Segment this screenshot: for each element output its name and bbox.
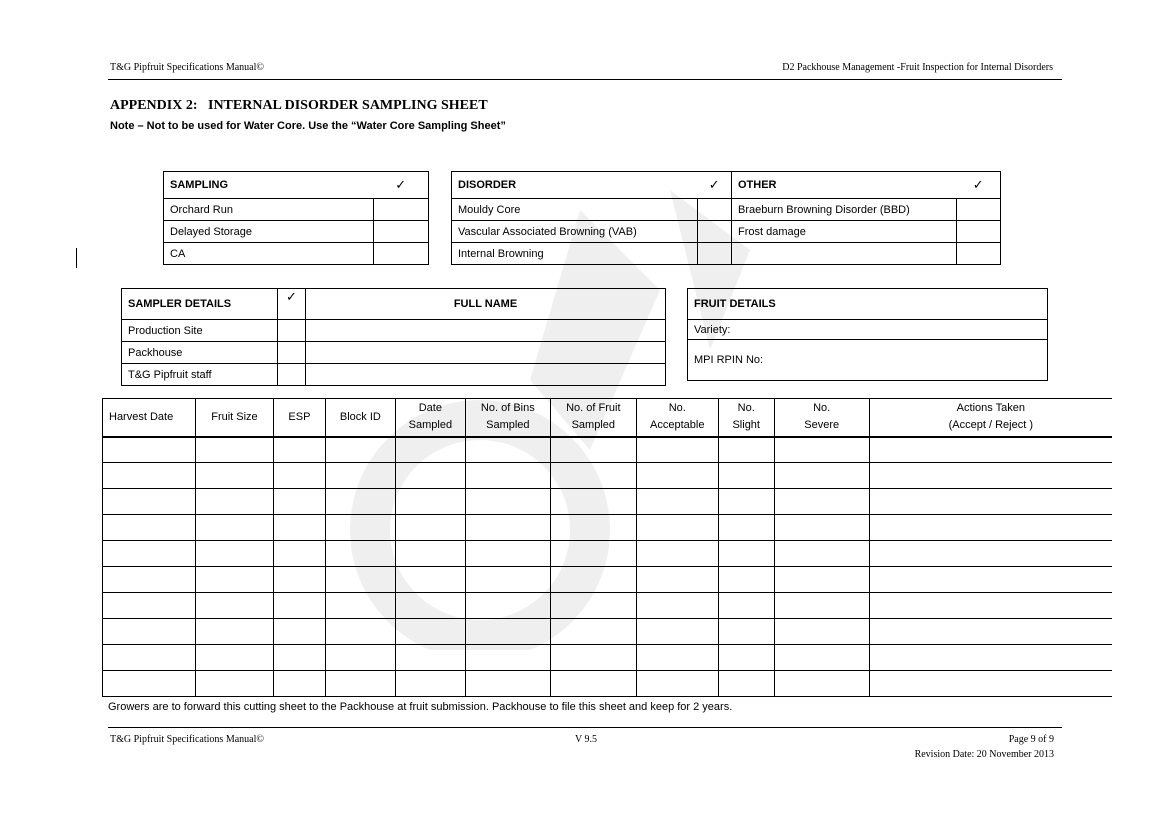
table-cell[interactable] — [869, 463, 1112, 489]
table-cell[interactable] — [774, 671, 869, 697]
column-header-line: No. — [737, 402, 755, 415]
table-row — [103, 489, 1113, 515]
fruit-details-heading: FRUIT DETAILS — [688, 289, 1048, 320]
other-row-label: Braeburn Browning Disorder (BBD) — [732, 199, 957, 221]
table-cell[interactable] — [718, 593, 774, 619]
table-cell[interactable] — [273, 463, 325, 489]
margin-mark — [76, 248, 77, 268]
sampling-table — [163, 171, 429, 265]
table-cell[interactable] — [273, 567, 325, 593]
other-checkbox[interactable] — [957, 243, 1001, 265]
table-cell[interactable] — [325, 567, 395, 593]
table-cell[interactable] — [465, 515, 550, 541]
sampler-heading: SAMPLER DETAILS — [122, 289, 278, 320]
sampler-row-label: T&G Pipfruit staff — [122, 364, 278, 386]
table-cell[interactable] — [636, 515, 718, 541]
table-cell[interactable] — [774, 567, 869, 593]
column-header-line: Date — [418, 402, 442, 415]
table-cell[interactable] — [465, 489, 550, 515]
table-cell[interactable] — [774, 437, 869, 463]
full-name-field[interactable] — [306, 342, 666, 364]
sampler-row-label: Production Site — [122, 320, 278, 342]
sampling-checkbox[interactable] — [374, 221, 429, 243]
table-cell[interactable] — [718, 489, 774, 515]
table-cell[interactable] — [395, 567, 465, 593]
table-cell[interactable] — [550, 463, 636, 489]
table-cell[interactable] — [636, 463, 718, 489]
column-header-line: No. of Bins — [480, 402, 535, 415]
header-rule — [108, 79, 1062, 80]
sampling-row-label: Delayed Storage — [164, 221, 374, 243]
table-cell[interactable] — [325, 515, 395, 541]
column-header-line: No. — [813, 402, 831, 415]
table-cell[interactable] — [395, 671, 465, 697]
table-cell[interactable] — [195, 593, 273, 619]
other-checkbox[interactable] — [957, 221, 1001, 243]
other-heading: OTHER — [732, 172, 957, 199]
column-header-line: Fruit Size — [211, 410, 258, 423]
table-cell[interactable] — [273, 593, 325, 619]
table-cell[interactable] — [103, 645, 196, 671]
table-cell[interactable] — [636, 567, 718, 593]
table-row — [103, 567, 1113, 593]
table-cell[interactable] — [465, 645, 550, 671]
header-right: D2 Packhouse Management -Fruit Inspection for Internal Disorders — [782, 62, 1053, 73]
table-cell[interactable] — [103, 541, 196, 567]
table-cell[interactable] — [273, 671, 325, 697]
table-cell[interactable] — [718, 515, 774, 541]
disorder-heading: DISORDER — [452, 172, 698, 199]
column-header — [550, 399, 636, 437]
table-cell[interactable] — [636, 619, 718, 645]
table-cell[interactable] — [273, 541, 325, 567]
other-tick-icon: ✓ — [957, 172, 1001, 199]
table-cell[interactable] — [774, 645, 869, 671]
table-cell[interactable] — [273, 645, 325, 671]
column-header — [195, 399, 273, 437]
variety-field[interactable]: Variety: — [688, 320, 1048, 340]
disorder-row-label: Mouldy Core — [452, 199, 698, 221]
footer-left: T&G Pipfruit Specifications Manual© — [110, 734, 264, 745]
disorder-row-label: Internal Browning — [452, 243, 698, 265]
table-cell[interactable] — [325, 593, 395, 619]
table-cell[interactable] — [195, 463, 273, 489]
table-cell[interactable] — [869, 593, 1112, 619]
column-header-line: (Accept / Reject ) — [948, 419, 1033, 432]
table-cell[interactable] — [273, 515, 325, 541]
table-header-row — [103, 399, 1113, 437]
table-cell[interactable] — [550, 515, 636, 541]
table-cell[interactable] — [869, 489, 1112, 515]
table-cell[interactable] — [718, 541, 774, 567]
table-cell[interactable] — [103, 567, 196, 593]
table-cell[interactable] — [395, 463, 465, 489]
table-cell[interactable] — [103, 619, 196, 645]
table-cell[interactable] — [718, 619, 774, 645]
table-cell[interactable] — [636, 645, 718, 671]
sample-results-table — [102, 398, 1112, 697]
column-header-line: Sampled — [408, 419, 453, 432]
table-cell[interactable] — [774, 619, 869, 645]
column-header-line: ESP — [288, 410, 311, 423]
table-row — [103, 671, 1113, 697]
table-cell[interactable] — [718, 645, 774, 671]
column-header — [718, 399, 774, 437]
column-header-line: Block ID — [339, 410, 381, 423]
sampling-checkbox[interactable] — [374, 243, 429, 265]
column-header-line: Acceptable — [650, 419, 705, 432]
table-cell[interactable] — [273, 489, 325, 515]
table-cell[interactable] — [774, 541, 869, 567]
table-cell[interactable] — [195, 671, 273, 697]
table-cell[interactable] — [195, 567, 273, 593]
table-cell[interactable] — [869, 671, 1112, 697]
page-title: APPENDIX 2: INTERNAL DISORDER SAMPLING SHEET — [110, 98, 488, 113]
column-header-line: Sampled — [571, 419, 615, 432]
table-cell[interactable] — [636, 489, 718, 515]
table-row — [103, 541, 1113, 567]
column-header — [869, 399, 1112, 437]
table-cell[interactable] — [325, 489, 395, 515]
table-cell[interactable] — [325, 645, 395, 671]
table-cell[interactable] — [195, 515, 273, 541]
table-cell[interactable] — [774, 463, 869, 489]
disorder-checkbox[interactable] — [698, 221, 732, 243]
table-cell[interactable] — [103, 593, 196, 619]
table-cell[interactable] — [325, 463, 395, 489]
table-cell[interactable] — [774, 515, 869, 541]
rpin-field[interactable]: MPI RPIN No: — [688, 340, 1048, 381]
column-header-line: Sampled — [486, 419, 530, 432]
column-header-line: Slight — [732, 419, 760, 432]
table-cell[interactable] — [103, 463, 196, 489]
footer-rule — [108, 727, 1062, 728]
table-cell[interactable] — [195, 437, 273, 463]
table-cell[interactable] — [465, 593, 550, 619]
other-row-label — [732, 243, 957, 265]
table-cell[interactable] — [465, 437, 550, 463]
table-cell[interactable] — [195, 645, 273, 671]
disorder-row-label: Vascular Associated Browning (VAB) — [452, 221, 698, 243]
full-name-field[interactable] — [306, 364, 666, 386]
table-cell[interactable] — [869, 645, 1112, 671]
column-header — [273, 399, 325, 437]
table-cell[interactable] — [325, 671, 395, 697]
table-cell[interactable] — [465, 567, 550, 593]
table-cell[interactable] — [395, 645, 465, 671]
table-cell[interactable] — [103, 437, 196, 463]
revision-date: Revision Date: 20 November 2013 — [914, 749, 1054, 760]
table-row — [103, 619, 1113, 645]
table-cell[interactable] — [395, 593, 465, 619]
table-cell[interactable] — [636, 671, 718, 697]
table-cell[interactable] — [395, 437, 465, 463]
table-cell[interactable] — [869, 437, 1112, 463]
sampler-row-label: Packhouse — [122, 342, 278, 364]
sampler-checkbox[interactable] — [278, 320, 306, 342]
table-cell[interactable] — [465, 671, 550, 697]
table-row — [103, 437, 1113, 463]
column-header — [465, 399, 550, 437]
table-cell[interactable] — [869, 619, 1112, 645]
table-cell[interactable] — [465, 541, 550, 567]
column-header-line: No. of Fruit — [566, 402, 621, 415]
full-name-field[interactable] — [306, 320, 666, 342]
column-header-line: Harvest Date — [109, 410, 174, 423]
table-cell[interactable] — [550, 593, 636, 619]
table-cell[interactable] — [550, 671, 636, 697]
table-cell[interactable] — [869, 541, 1112, 567]
table-cell[interactable] — [636, 593, 718, 619]
title-note: Note – Not to be used for Water Core. Use the “Water Core Sampling Sheet” — [110, 120, 506, 132]
table-cell[interactable] — [550, 619, 636, 645]
table-cell[interactable] — [636, 437, 718, 463]
table-cell[interactable] — [774, 593, 869, 619]
fruit-details-table — [687, 288, 1048, 381]
sampler-tick-icon: ✓ — [278, 289, 306, 320]
table-cell[interactable] — [550, 541, 636, 567]
column-header — [395, 399, 465, 437]
table-cell[interactable] — [550, 489, 636, 515]
table-cell[interactable] — [103, 671, 196, 697]
disorder-checkbox[interactable] — [698, 199, 732, 221]
sampling-tick-icon: ✓ — [374, 172, 429, 199]
full-name-heading: FULL NAME — [306, 289, 666, 320]
table-cell[interactable] — [550, 437, 636, 463]
table-cell[interactable] — [325, 619, 395, 645]
table-cell[interactable] — [273, 619, 325, 645]
other-checkbox[interactable] — [957, 199, 1001, 221]
column-header — [325, 399, 395, 437]
sampling-row-label: CA — [164, 243, 374, 265]
table-cell[interactable] — [325, 541, 395, 567]
page-number: Page 9 of 9 — [1008, 734, 1054, 745]
sampler-table — [121, 288, 666, 386]
table-cell[interactable] — [103, 489, 196, 515]
footer-version: V 9.5 — [575, 734, 598, 745]
column-header — [774, 399, 869, 437]
table-row — [103, 515, 1113, 541]
sampling-row-label: Orchard Run — [164, 199, 374, 221]
table-cell[interactable] — [869, 567, 1112, 593]
table-cell[interactable] — [325, 437, 395, 463]
table-cell[interactable] — [395, 515, 465, 541]
header-left: T&G Pipfruit Specifications Manual© — [110, 62, 264, 73]
table-cell[interactable] — [869, 515, 1112, 541]
table-cell[interactable] — [395, 541, 465, 567]
sampler-checkbox[interactable] — [278, 364, 306, 386]
table-cell[interactable] — [465, 619, 550, 645]
table-cell[interactable] — [718, 463, 774, 489]
sampling-heading: SAMPLING — [164, 172, 374, 199]
table-cell[interactable] — [395, 489, 465, 515]
disorder-tick-icon: ✓ — [698, 172, 732, 199]
column-header-line: Severe — [804, 419, 840, 432]
table-cell[interactable] — [550, 645, 636, 671]
table-cell[interactable] — [195, 541, 273, 567]
table-row — [103, 593, 1113, 619]
sampler-checkbox[interactable] — [278, 342, 306, 364]
table-cell[interactable] — [550, 567, 636, 593]
disorder-table — [451, 171, 1001, 265]
table-cell[interactable] — [195, 619, 273, 645]
table-cell[interactable] — [195, 489, 273, 515]
table-row — [103, 463, 1113, 489]
table-cell[interactable] — [718, 437, 774, 463]
table-row — [103, 645, 1113, 671]
column-header-line: Actions Taken — [956, 402, 1025, 415]
column-header — [636, 399, 718, 437]
table-cell[interactable] — [395, 619, 465, 645]
table-cell[interactable] — [465, 463, 550, 489]
column-header-line: No. — [668, 402, 686, 415]
table-cell[interactable] — [718, 567, 774, 593]
table-cell[interactable] — [273, 437, 325, 463]
table-cell[interactable] — [103, 515, 196, 541]
other-row-label: Frost damage — [732, 221, 957, 243]
sampling-checkbox[interactable] — [374, 199, 429, 221]
table-cell[interactable] — [636, 541, 718, 567]
column-header — [103, 399, 196, 437]
table-cell[interactable] — [718, 671, 774, 697]
instruction-text: Growers are to forward this cutting sheet to the Packhouse at fruit submission. Packhouse to file this sheet and keep for 2 years. — [108, 701, 733, 713]
table-cell[interactable] — [774, 489, 869, 515]
disorder-checkbox[interactable] — [698, 243, 732, 265]
